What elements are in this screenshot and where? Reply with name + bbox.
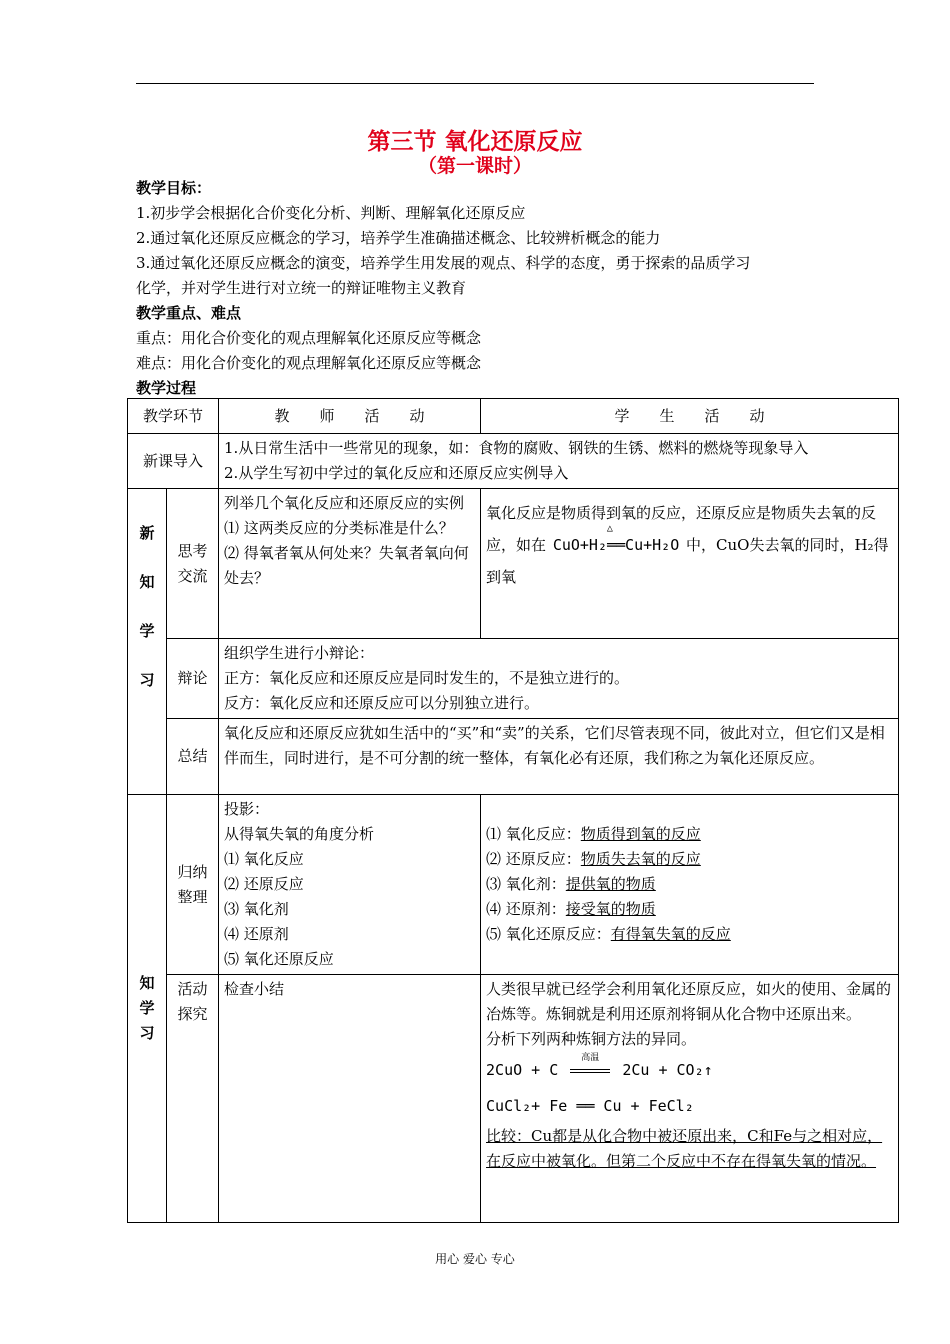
eq1-condition: 高温 [581, 1053, 600, 1063]
page-title: 第三节 氧化还原反应 [367, 129, 583, 155]
answer-text: 物质失去氧的反应 [580, 850, 701, 868]
goal-3-cont: 化学，并对学生进行对立统一的辩证唯物主义教育 [136, 279, 467, 297]
intro-row [128, 434, 899, 489]
induce-answer [486, 822, 893, 847]
induce-student [481, 795, 899, 975]
answer-text: 接受氧的物质 [565, 900, 656, 918]
think-student-text-1: 氧化反应是物质得到氧的反应，还原反应是物质失去氧的反应，如在 [486, 504, 877, 554]
explore-label: 活动探究 [167, 975, 219, 1223]
think-student-text-2: 中，CuO失去氧的同时，H₂得到氧 [486, 536, 889, 586]
section-char: 习 [139, 671, 155, 689]
think-teacher [219, 489, 481, 639]
induce-teacher-line: ⑶ 氧化剂 [224, 900, 289, 918]
process-heading: 教学过程 [136, 379, 197, 397]
induce-answer [486, 872, 893, 897]
debate-line: 正方：氧化反应和还原反应是同时发生的，不是独立进行的。 [224, 669, 630, 687]
induce-row [128, 795, 899, 975]
page-subtitle: （第一课时） [417, 155, 532, 177]
induce-teacher-line: ⑵ 还原反应 [224, 875, 304, 893]
think-teacher-line: 列举几个氧化反应和还原反应的实例 [224, 494, 465, 512]
induce-answer [486, 897, 893, 922]
explore-analyze: 分析下列两种炼铜方法的异同。 [486, 1030, 697, 1048]
heat-condition: △ [606, 523, 613, 534]
induce-answer [486, 847, 893, 872]
answer-prefix: ⑷ 还原剂： [486, 900, 566, 918]
explore-student [481, 975, 899, 1223]
header-teacher: 教 师 活 动 [219, 399, 481, 434]
debate-content [219, 639, 899, 719]
induce-teacher [219, 795, 481, 975]
equation-2: CuCl₂+ Fe ══ Cu + FeCl₂ [486, 1097, 694, 1115]
goal-2: 2.通过氧化还原反应概念的学习，培养学生准确描述概念、比较辨析概念的能力 [136, 229, 661, 247]
summary-content: 氧化反应和还原反应犹如生活中的“买”和“卖”的关系，它们尽管表现不同，彼此对立，但它们又是相伴而生，同时进行，是不可分割的统一整体，有氧化必有还原，我们称之为氧化还原反应。 [219, 719, 899, 795]
think-row [128, 489, 899, 639]
section-label-top [128, 489, 167, 795]
summary-row [128, 719, 899, 795]
goal-1: 1.初步学会根据化合价变化分析、判断、理解氧化还原反应 [136, 204, 526, 222]
think-teacher-line: ⑵ 得氧者氧从何处来？失氧者氧向何处去？ [224, 544, 469, 587]
equation-text: CuO+H₂══Cu+H₂O [552, 536, 680, 554]
table-header-row [128, 399, 899, 434]
summary-label: 总结 [167, 719, 219, 795]
intro-line-2: 2.从学生写初中学过的氧化反应和还原反应实例导入 [224, 464, 569, 482]
eq1-right: 2Cu + CO₂↑ [622, 1061, 713, 1079]
answer-text: 物质得到氧的反应 [580, 825, 701, 843]
induce-teacher-line: 从得氧失氧的角度分析 [224, 825, 375, 843]
goals-heading: 教学目标： [136, 179, 212, 197]
induce-teacher-line: ⑸ 氧化还原反应 [224, 950, 334, 968]
think-student [481, 489, 899, 639]
answer-prefix: ⑸ 氧化还原反应： [486, 925, 611, 943]
page-footer: 用心 爱心 专心 [435, 1252, 515, 1266]
answer-text: 有得氧失氧的反应 [610, 925, 731, 943]
key-heading: 教学重点、难点 [136, 304, 242, 322]
intro-line-1: 1.从日常生活中一些常见的现象，如：食物的腐败、钢铁的生锈、燃料的燃烧等现象导入 [224, 439, 809, 457]
header-rule [136, 83, 814, 84]
explore-compare: 比较：Cu都是从化合物中被还原出来，C和Fe与之相对应，在反应中被氧化。但第二个反应中不存在得氧失氧的情况。 [486, 1127, 883, 1170]
difficult-point: 难点：用化合价变化的观点理解氧化还原反应等概念 [136, 354, 482, 372]
header-stage: 教学环节 [128, 399, 219, 434]
debate-label: 辩论 [167, 639, 219, 719]
debate-line: 反方：氧化反应和还原反应可以分别独立进行。 [224, 694, 540, 712]
answer-prefix: ⑵ 还原反应： [486, 850, 581, 868]
induce-teacher-line: ⑴ 氧化反应 [224, 850, 304, 868]
header-student: 学 生 活 动 [481, 399, 899, 434]
eq1-arrow [567, 1053, 613, 1083]
think-teacher-line: ⑴ 这两类反应的分类标准是什么？ [224, 519, 454, 537]
think-label: 思考交流 [167, 489, 219, 639]
eq1-left: 2CuO + C [486, 1061, 559, 1079]
section-char: 新 [139, 524, 155, 542]
answer-prefix: ⑶ 氧化剂： [486, 875, 566, 893]
induce-answer [486, 922, 893, 947]
section-char: 学 [139, 999, 155, 1017]
answer-text: 提供氧的物质 [565, 875, 656, 893]
key-point: 重点：用化合价变化的观点理解氧化还原反应等概念 [136, 329, 482, 347]
explore-text: 人类很早就已经学会利用氧化还原反应，如火的使用、金属的冶炼等。炼铜就是利用还原剂将铜从化合物中还原出来。 [486, 980, 892, 1023]
explore-row [128, 975, 899, 1223]
goal-3: 3.通过氧化还原反应概念的演变，培养学生用发展的观点、科学的态度，勇于探索的品质学习 [136, 254, 751, 272]
induce-teacher-line: 投影： [224, 800, 270, 818]
think-equation [552, 523, 680, 561]
process-table [127, 398, 899, 1223]
intro-content [219, 434, 899, 489]
section-char: 学 [139, 622, 155, 640]
debate-line: 组织学生进行小辩论： [224, 644, 375, 662]
induce-teacher-line: ⑷ 还原剂 [224, 925, 289, 943]
section-char: 知 [139, 974, 155, 992]
explore-teacher: 检查小结 [219, 975, 481, 1223]
section-char: 习 [139, 1024, 155, 1042]
answer-prefix: ⑴ 氧化反应： [486, 825, 581, 843]
section-label-bottom [128, 795, 167, 1223]
induce-label: 归纳整理 [167, 795, 219, 975]
intro-label: 新课导入 [128, 434, 219, 489]
debate-row [128, 639, 899, 719]
section-char: 知 [139, 573, 155, 591]
equation-1 [486, 1053, 893, 1086]
